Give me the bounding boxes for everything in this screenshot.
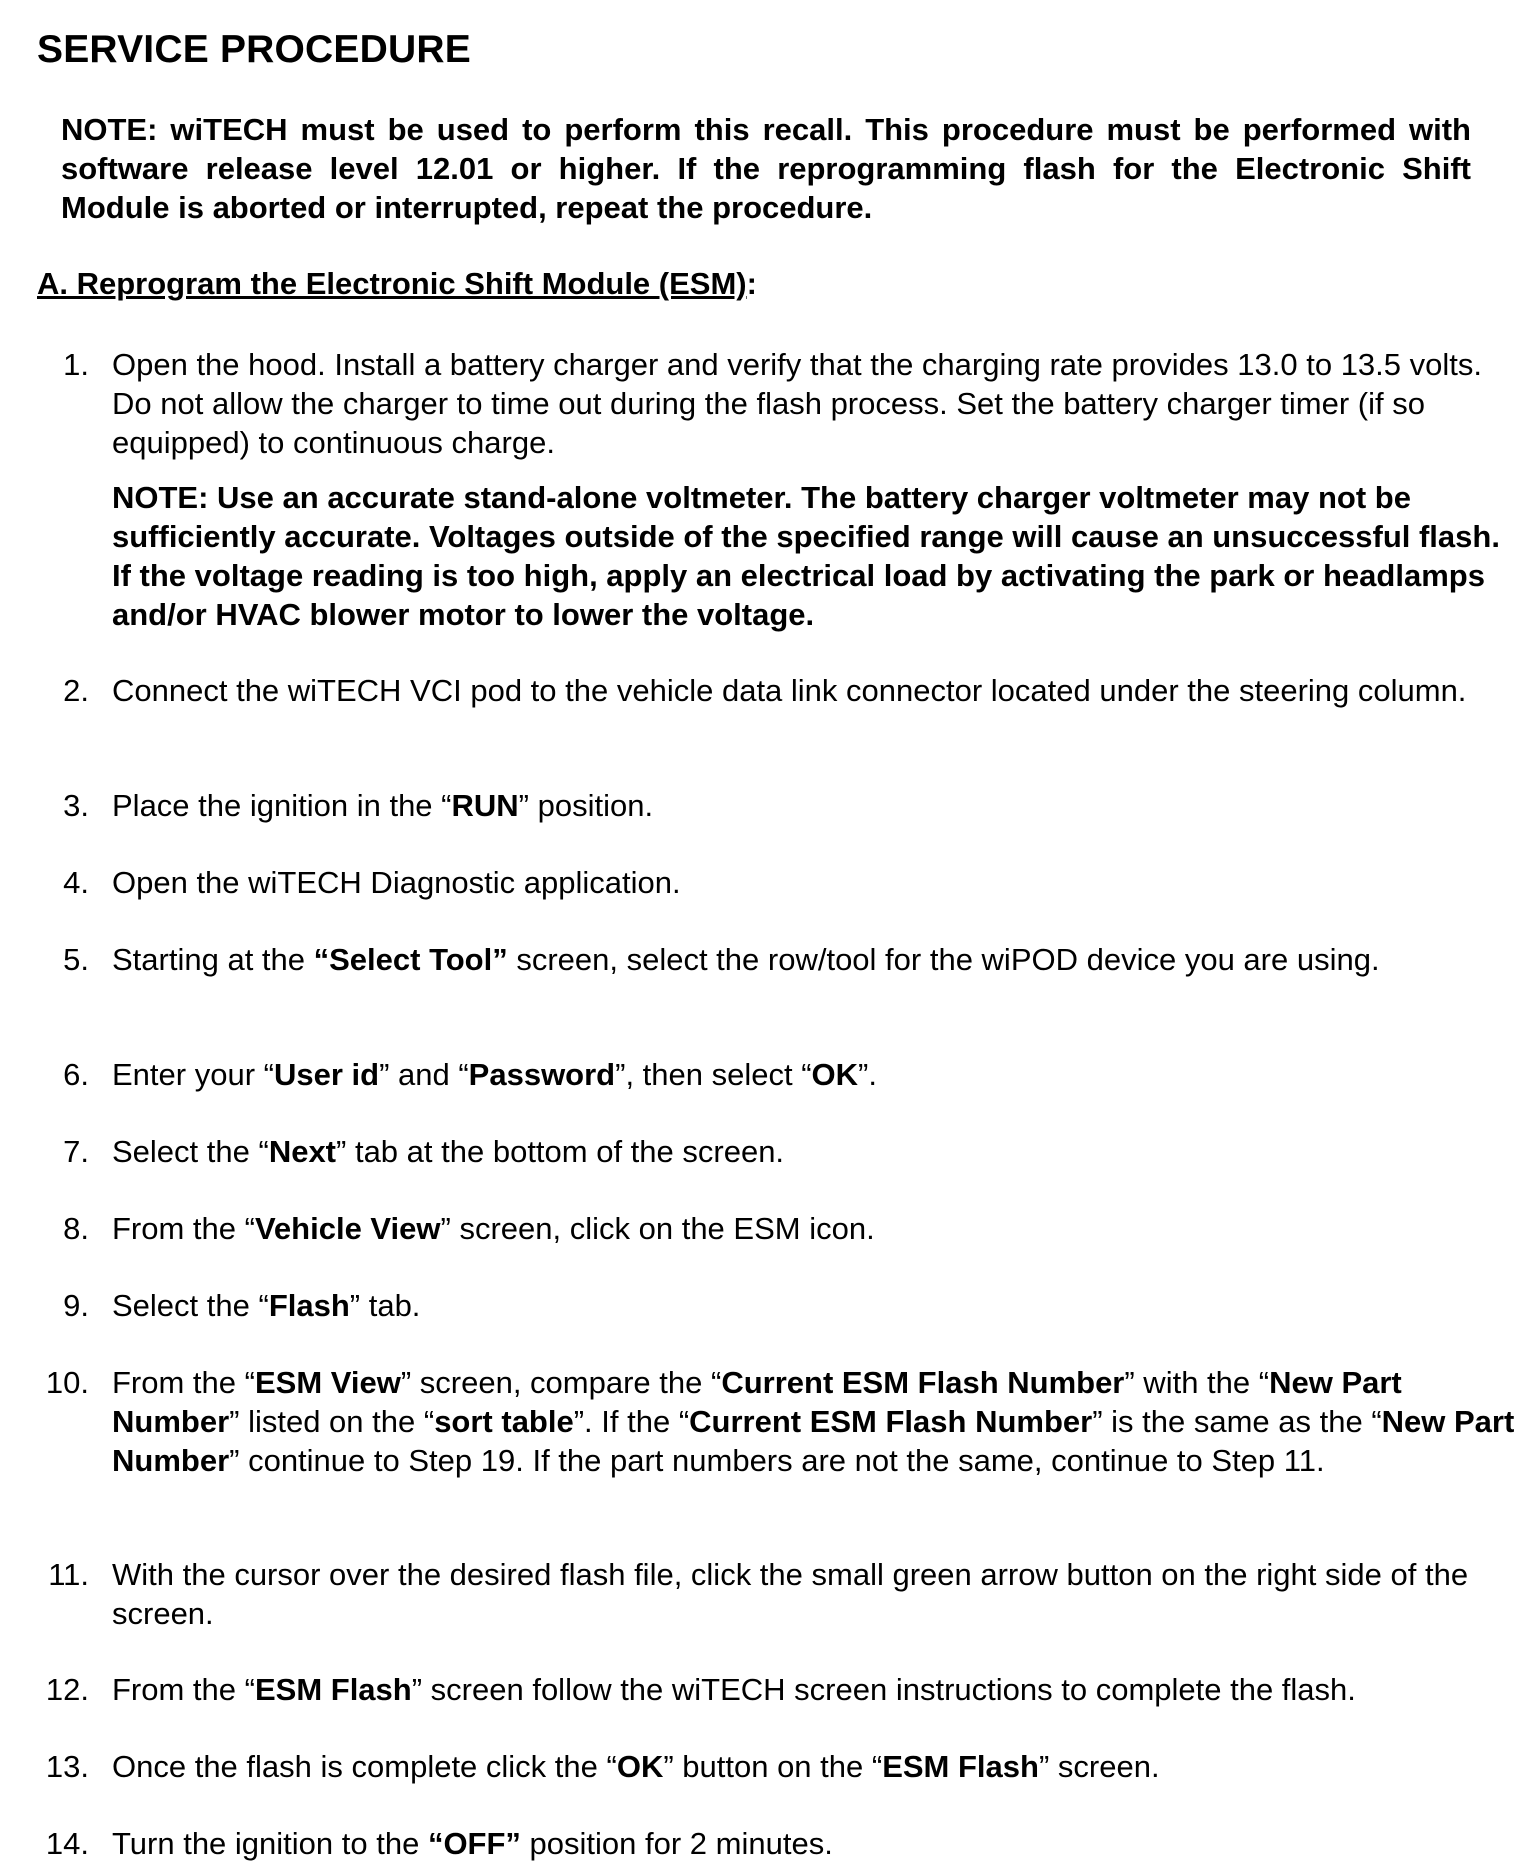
page-title: SERVICE PROCEDURE <box>37 28 471 71</box>
step-text-line <box>112 1363 1522 1480</box>
step-emphasis: New Part Number <box>112 1365 1402 1439</box>
step-run: ”. <box>858 1057 877 1092</box>
step-text-line <box>112 940 1522 979</box>
step-run: ” screen, click on the ESM icon. <box>440 1211 875 1246</box>
step-number: 2. <box>63 673 89 708</box>
step-number: 4. <box>63 865 89 900</box>
step-emphasis: OK <box>616 1749 664 1784</box>
step-text-line <box>112 1286 1522 1325</box>
step-text-line <box>112 1209 1522 1248</box>
step-emphasis: New Part Number <box>112 1404 1515 1478</box>
step-run: Connect the wiTECH VCI pod to the vehicle data link connector located under the steering column. <box>112 673 1467 708</box>
step-text <box>112 1363 1522 1480</box>
step-run: Turn the ignition to the <box>112 1826 428 1861</box>
step-run: ” continue to Step 19. If the part numbers are not the same, continue to Step 11. <box>229 1443 1325 1478</box>
step-run: From the “ <box>112 1672 255 1707</box>
step-emphasis: Flash <box>268 1288 350 1323</box>
step-text-line <box>112 345 1522 462</box>
step-number: 8. <box>63 1211 89 1246</box>
step-emphasis: Current ESM Flash Number <box>689 1404 1093 1439</box>
step-run: ” button on the “ <box>663 1749 883 1784</box>
step-text <box>112 1132 1522 1171</box>
step-number: 1. <box>63 347 89 382</box>
step-run: ” screen, compare the “ <box>400 1365 722 1400</box>
step-emphasis: Next <box>268 1134 337 1169</box>
step-text-line <box>112 863 1522 902</box>
step-text <box>112 1555 1522 1633</box>
step-text-line <box>112 1055 1522 1094</box>
step-number: 14. <box>45 1826 89 1861</box>
step-run: Open the wiTECH Diagnostic application. <box>112 865 681 900</box>
step-text-line <box>112 786 1522 825</box>
step-run: ” and “ <box>379 1057 469 1092</box>
step-text-line <box>112 1670 1522 1709</box>
step-emphasis: OK <box>811 1057 859 1092</box>
step-run: ” position. <box>518 788 654 823</box>
step-number: 12. <box>45 1672 89 1707</box>
step-emphasis: ESM Flash <box>882 1749 1039 1784</box>
step-run: ” listed on the “ <box>229 1404 435 1439</box>
step-emphasis: sort table <box>434 1404 574 1439</box>
section-heading <box>37 266 757 302</box>
step-emphasis: ESM View <box>254 1365 401 1400</box>
step-emphasis: “OFF” <box>427 1826 521 1861</box>
step-text-line <box>112 671 1522 710</box>
step-run: ” is the same as the “ <box>1092 1404 1382 1439</box>
step-emphasis: Password <box>468 1057 616 1092</box>
step-text <box>112 863 1522 902</box>
step-run: Enter your “ <box>112 1057 274 1092</box>
step-text <box>112 786 1522 825</box>
step-text <box>112 1824 1522 1863</box>
step-emphasis: Vehicle View <box>254 1211 441 1246</box>
step-run: ”, then select “ <box>615 1057 812 1092</box>
step-text <box>112 1286 1522 1325</box>
step-run: ” screen follow the wiTECH screen instructions to complete the flash. <box>411 1672 1356 1707</box>
step-text-line <box>112 1824 1522 1863</box>
step-text <box>112 345 1522 634</box>
step-number: 5. <box>63 942 89 977</box>
step-run: With the cursor over the desired flash file, click the small green arrow button on the right side of the screen. <box>112 1557 1469 1631</box>
step-note: NOTE: Use an accurate stand-alone voltmeter. The battery charger voltmeter may not be sufficiently accurate. Voltages outside of the specified range will cause an unsuccessful flash. If the voltage reading is too high, apply an electrical load by activating the park or headlamps and/or HVAC blower motor to lower the voltage. <box>112 480 1500 632</box>
step-run: screen, select the row/tool for the wiPOD device you are using. <box>507 942 1380 977</box>
step-text-line <box>112 1555 1522 1633</box>
step-emphasis: RUN <box>451 788 519 823</box>
step-emphasis: “Select Tool” <box>313 942 508 977</box>
step-run: Open the hood. Install a battery charger and verify that the charging rate provides 13.0 to 13.5 volts. Do not allow the charger to time out during the flash process. Set the battery charger timer (if so equipped) to continuous charge. <box>112 347 1482 460</box>
step-text <box>112 940 1522 979</box>
step-text <box>112 1747 1522 1786</box>
step-number: 13. <box>45 1749 89 1784</box>
step-text <box>112 1055 1522 1094</box>
step-run: From the “ <box>112 1211 255 1246</box>
step-emphasis: ESM Flash <box>254 1672 412 1707</box>
step-run: ” screen. <box>1038 1749 1160 1784</box>
section-heading-suffix: : <box>746 266 757 301</box>
step-number: 3. <box>63 788 89 823</box>
step-run: ” with the “ <box>1124 1365 1270 1400</box>
step-number: 6. <box>63 1057 89 1092</box>
step-text <box>112 671 1522 710</box>
step-run: Select the “ <box>112 1134 269 1169</box>
step-run: Once the flash is complete click the “ <box>112 1749 617 1784</box>
step-text-line <box>112 1132 1522 1171</box>
step-text-line <box>112 1747 1522 1786</box>
step-run: Starting at the <box>112 942 314 977</box>
step-number: 10. <box>45 1365 89 1400</box>
step-emphasis: User id <box>273 1057 380 1092</box>
step-emphasis: Current ESM Flash Number <box>721 1365 1125 1400</box>
recall-note: NOTE: wiTECH must be used to perform this recall. This procedure must be performed with software release level 12.01 or higher. If the reprogramming flash for the Electronic Shift Module is aborted or interrupted, repeat the procedure. <box>61 112 1471 225</box>
step-number: 11. <box>48 1557 89 1592</box>
step-run: Select the “ <box>112 1288 269 1323</box>
step-number: 7. <box>63 1134 89 1169</box>
step-run: From the “ <box>112 1365 255 1400</box>
step-text <box>112 1209 1522 1248</box>
step-text <box>112 1670 1522 1709</box>
step-run: Place the ignition in the “ <box>112 788 452 823</box>
step-run: ” tab. <box>349 1288 421 1323</box>
step-run: ” tab at the bottom of the screen. <box>336 1134 785 1169</box>
step-run: position for 2 minutes. <box>520 1826 833 1861</box>
step-run: ”. If the “ <box>573 1404 690 1439</box>
step-number: 9. <box>63 1288 89 1323</box>
section-heading-label: A. Reprogram the Electronic Shift Module (ESM) <box>37 266 747 301</box>
